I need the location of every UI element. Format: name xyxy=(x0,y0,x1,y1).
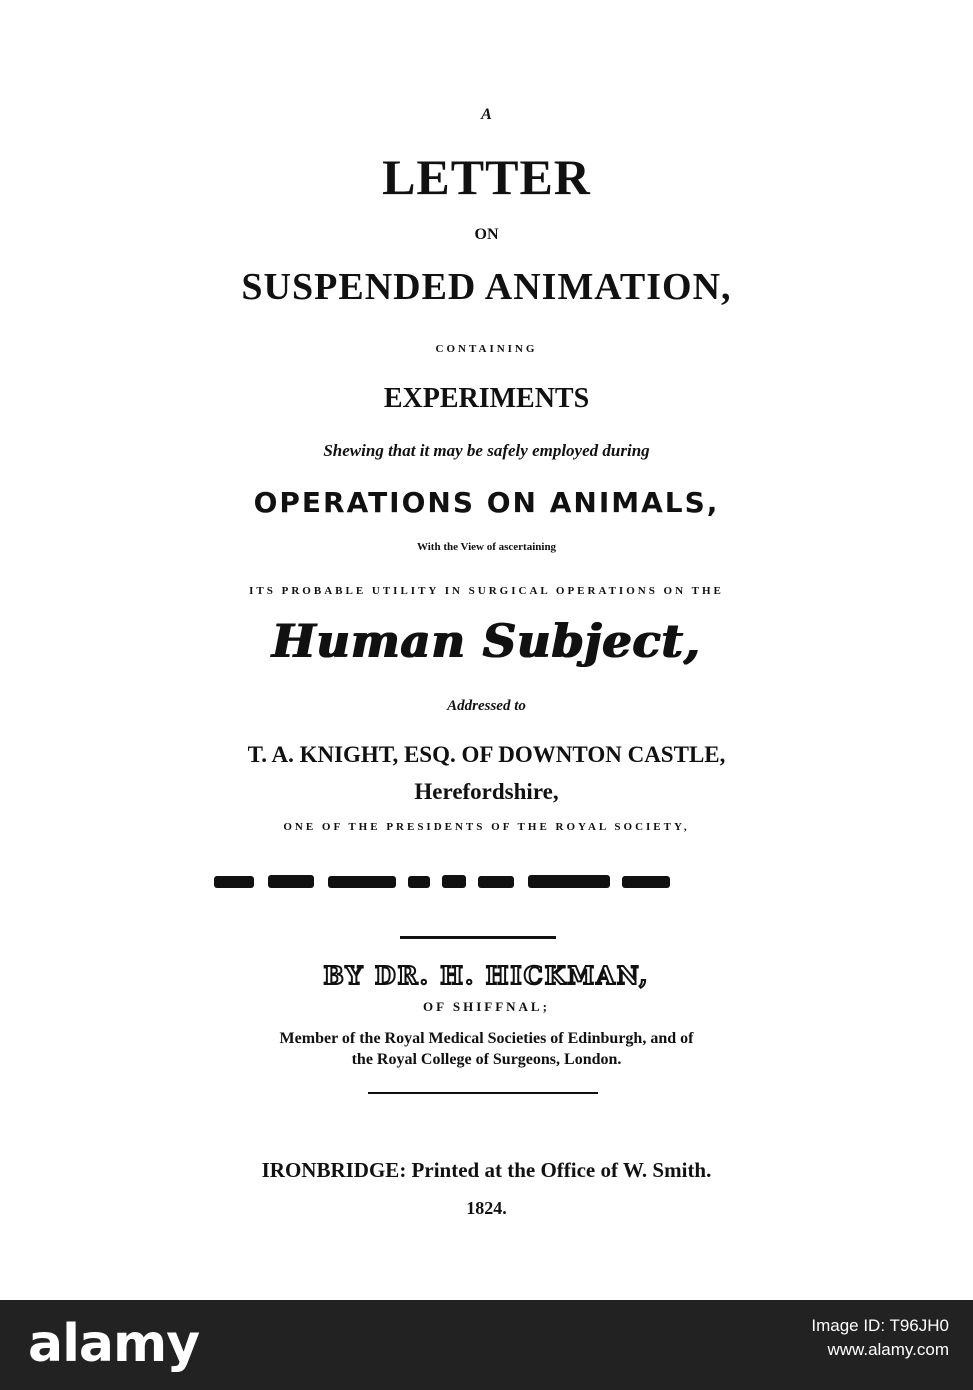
title-county: Herefordshire, xyxy=(414,779,559,804)
title-presidents: ONE OF THE PRESIDENTS OF THE ROYAL SOCIETY, xyxy=(283,821,690,833)
divider-rule-top xyxy=(400,936,556,939)
image-id-text: Image ID: T96JH0 xyxy=(811,1316,949,1335)
title-member-line2: the Royal College of Surgeons, London. xyxy=(351,1051,622,1068)
title-subject: SUSPENDED ANIMATION, xyxy=(241,266,732,308)
illegible-line xyxy=(212,870,732,892)
title-addressee: T. A. KNIGHT, ESQ. OF DOWNTON CASTLE, xyxy=(247,742,726,767)
footer-bar xyxy=(0,1300,973,1390)
title-on: ON xyxy=(474,226,499,243)
brand-logo: alamy xyxy=(28,1314,200,1374)
title-imprint: IRONBRIDGE: Printed at the Office of W. Smith. xyxy=(261,1158,712,1182)
divider-rule-bottom xyxy=(368,1092,598,1094)
title-main: LETTER xyxy=(382,149,591,205)
site-url-text: www.alamy.com xyxy=(827,1339,949,1359)
title-view: With the View of ascertaining xyxy=(416,541,557,553)
title-year: 1824. xyxy=(466,1198,507,1218)
image-id-block xyxy=(811,1314,949,1362)
title-article: A xyxy=(481,106,492,123)
title-member-line1: Member of the Royal Medical Societies of Edinburgh, and of xyxy=(279,1030,694,1047)
title-author: BY DR. H. HICKMAN, xyxy=(323,961,650,990)
title-human-subject: Human Subject, xyxy=(272,614,701,668)
title-utility: ITS PROBABLE UTILITY IN SURGICAL OPERATIONS ON THE xyxy=(249,585,724,597)
title-addressed: Addressed to xyxy=(447,698,526,714)
title-containing: CONTAINING xyxy=(435,343,538,355)
title-shewing: Shewing that it may be safely employed during xyxy=(323,441,650,460)
title-of-place: OF SHIFFNAL; xyxy=(423,999,550,1014)
title-operations: OPERATIONS ON ANIMALS, xyxy=(253,486,720,519)
title-experiments: EXPERIMENTS xyxy=(383,383,590,414)
